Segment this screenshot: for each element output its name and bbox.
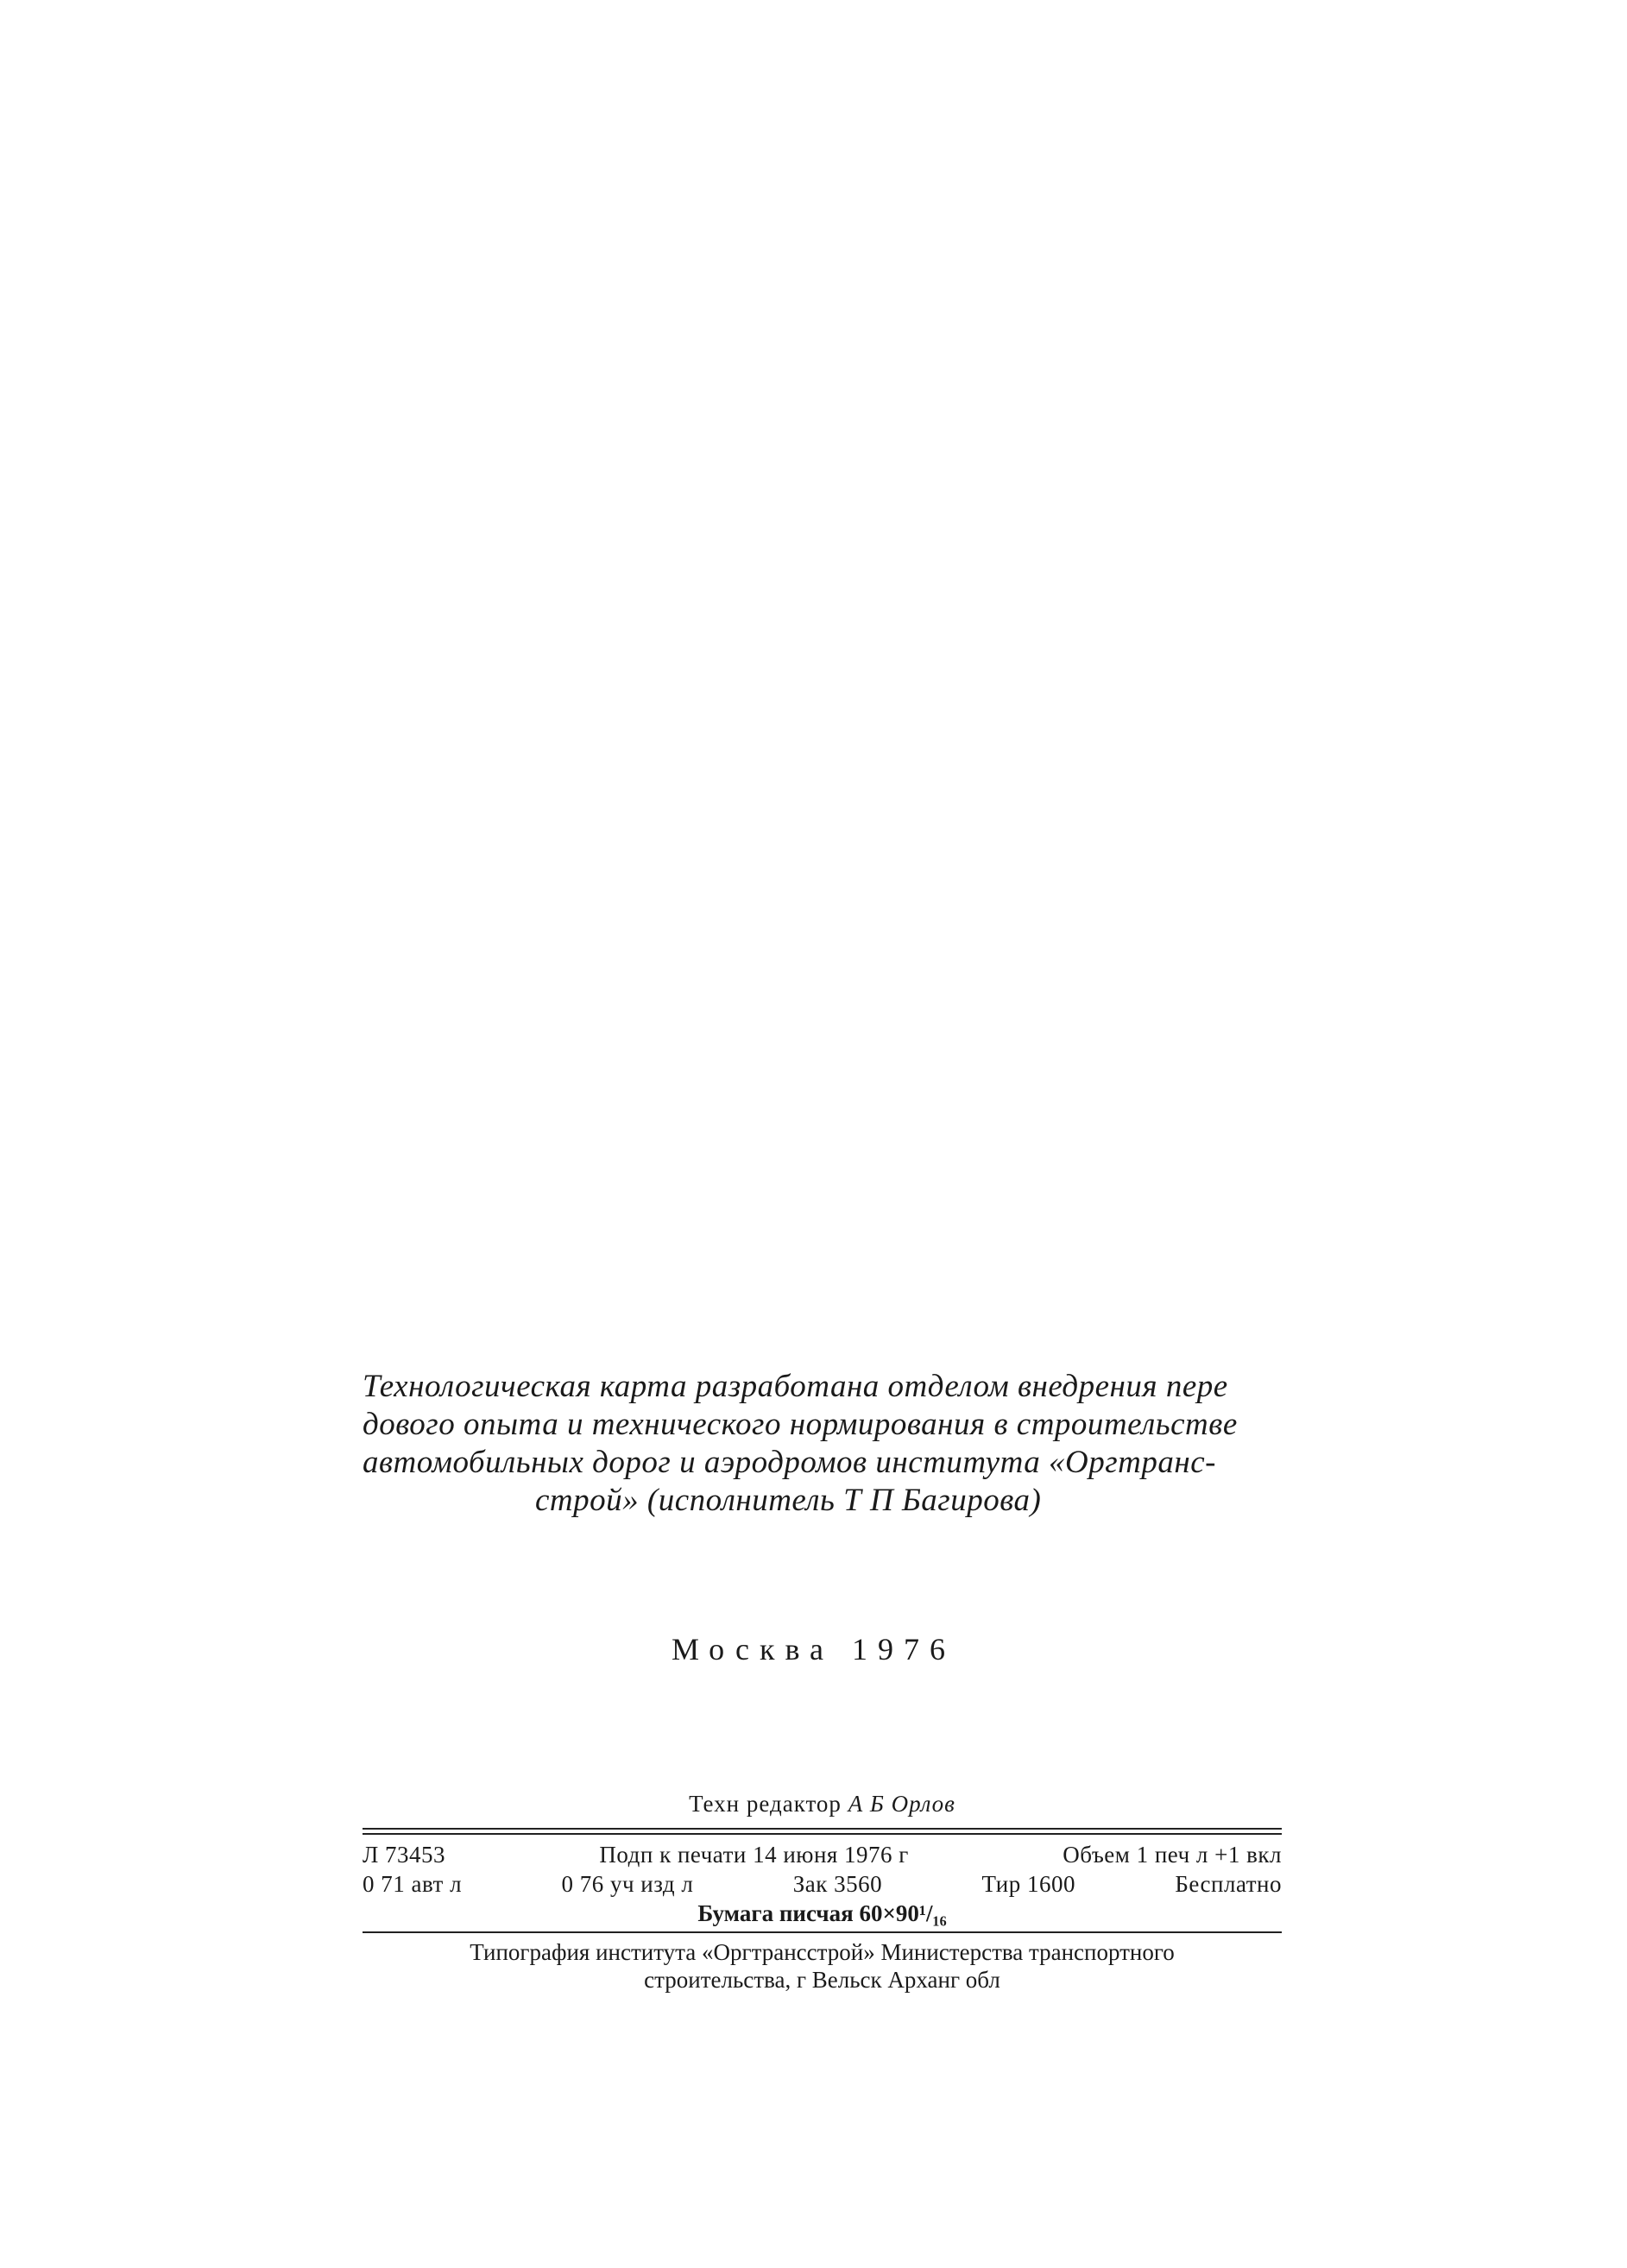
editor-name: А Б Орлов (848, 1791, 955, 1817)
credits-line: Технологическая карта разработана отделом внедрения пере (363, 1369, 1228, 1404)
author-sheets: 0 71 авт л (363, 1871, 463, 1897)
printer-line: строительства, г Вельск Арханг обл (644, 1967, 1000, 1993)
price: Бесплатно (1175, 1871, 1282, 1897)
credits-line: автомобильных дорог и аэродромов института «Оргтранс- (363, 1445, 1216, 1480)
tech-editor-line (363, 1791, 1282, 1818)
print-details-row (363, 1869, 1282, 1899)
paper-format: Бумага писчая 60×90¹/₁₆ (697, 1900, 947, 1926)
divider (363, 1828, 1282, 1830)
print-run: Тир 1600 (981, 1871, 1076, 1897)
city-year: Москва 1976 (672, 1632, 955, 1666)
volume: Объем 1 печ л +1 вкл (1063, 1842, 1282, 1868)
publisher-sheets: 0 76 уч изд л (561, 1871, 694, 1897)
license-number: Л 73453 (363, 1842, 446, 1868)
printer-line: Типография института «Оргтрансстрой» Министерства транспортного (470, 1939, 1175, 1965)
divider (363, 1931, 1282, 1933)
credits-paragraph (363, 1368, 1277, 1520)
signed-to-print: Подп к печати 14 июня 1976 г (599, 1842, 909, 1868)
credits-line: строй» (исполнитель Т П Багирова) (535, 1483, 1042, 1518)
order-number: Зак 3560 (792, 1871, 883, 1897)
print-details (363, 1835, 1282, 1931)
print-details-row (363, 1840, 1282, 1869)
credits-line: дового опыта и технического нормирования в строительстве (363, 1407, 1238, 1442)
imprint-block (363, 1791, 1282, 1994)
editor-label: Техн редактор (689, 1791, 842, 1817)
